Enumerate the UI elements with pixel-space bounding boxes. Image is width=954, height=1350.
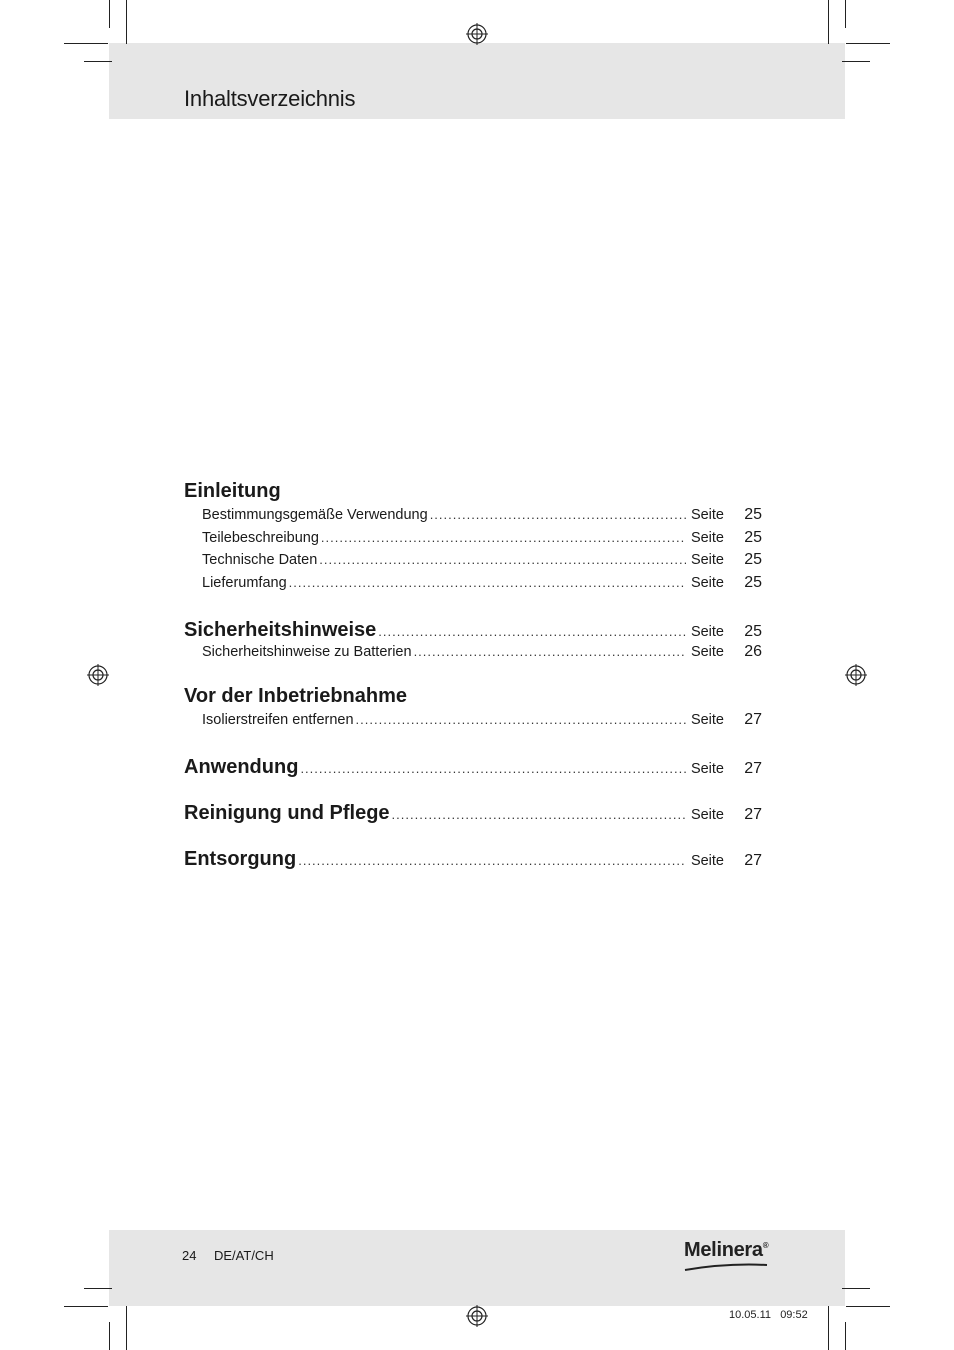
toc-seite-label: Seite bbox=[690, 623, 724, 640]
toc-section-anwendung[interactable] bbox=[184, 756, 762, 780]
toc-seite-label: Seite bbox=[690, 575, 724, 592]
page-title: Inhaltsverzeichnis bbox=[184, 86, 356, 111]
toc-leader-dots bbox=[321, 530, 686, 545]
brand-swoosh-icon bbox=[684, 1262, 768, 1272]
toc-leader-dots bbox=[356, 712, 686, 727]
crop-mark-icon bbox=[84, 1288, 112, 1289]
toc-section-title: Sicherheitshinweise bbox=[184, 618, 377, 641]
toc-entry[interactable] bbox=[184, 551, 762, 574]
toc-page-number: 27 bbox=[744, 711, 762, 729]
toc-section-title: Einleitung bbox=[184, 480, 281, 502]
toc-page-number: 25 bbox=[744, 574, 762, 592]
brand-logo bbox=[684, 1239, 768, 1262]
toc-section-entsorgung[interactable] bbox=[184, 848, 762, 872]
toc-leader-dots bbox=[430, 507, 686, 522]
toc-entry[interactable] bbox=[184, 529, 762, 552]
crop-mark-icon bbox=[846, 43, 890, 44]
toc-section-vor-der-inbetriebnahme[interactable] bbox=[184, 685, 762, 711]
toc-section-title: Reinigung und Pflege bbox=[184, 802, 390, 825]
toc-entry[interactable] bbox=[184, 506, 762, 529]
crop-mark-icon bbox=[845, 1322, 846, 1350]
toc-leader-dots bbox=[414, 644, 686, 659]
registration-mark-icon bbox=[87, 664, 109, 686]
table-of-contents bbox=[184, 480, 762, 872]
toc-seite-label: Seite bbox=[690, 643, 724, 660]
footer-country-codes: DE/AT/CH bbox=[214, 1248, 274, 1263]
toc-section-title: Entsorgung bbox=[184, 848, 297, 871]
print-date: 10.05.11 bbox=[729, 1309, 772, 1321]
registration-mark-icon bbox=[845, 664, 867, 686]
crop-mark-icon bbox=[126, 0, 127, 44]
crop-mark-icon bbox=[109, 1322, 110, 1350]
crop-mark-icon bbox=[126, 1306, 127, 1350]
crop-mark-icon bbox=[842, 61, 870, 62]
crop-mark-icon bbox=[828, 1306, 829, 1350]
toc-leader-dots bbox=[300, 761, 686, 776]
brand-name: Melinera bbox=[684, 1239, 763, 1261]
toc-page-number: 25 bbox=[744, 528, 762, 546]
toc-section-title: Anwendung bbox=[184, 756, 299, 779]
crop-mark-icon bbox=[64, 1306, 108, 1307]
toc-page-number: 27 bbox=[744, 806, 762, 824]
toc-entry[interactable] bbox=[184, 711, 762, 734]
toc-page-number: 27 bbox=[744, 760, 762, 778]
registration-mark-icon bbox=[466, 1305, 488, 1327]
toc-seite-label: Seite bbox=[690, 529, 724, 546]
crop-mark-icon bbox=[842, 1288, 870, 1289]
toc-section-reinigung-und-pflege[interactable] bbox=[184, 802, 762, 826]
toc-seite-label: Seite bbox=[690, 507, 724, 523]
brand-registered-mark: ® bbox=[762, 1241, 769, 1250]
crop-mark-icon bbox=[845, 0, 846, 28]
toc-entry-label: Technische Daten bbox=[202, 552, 318, 569]
toc-entry-label: Sicherheitshinweise zu Batterien bbox=[202, 643, 412, 660]
toc-page-number: 26 bbox=[744, 642, 762, 660]
toc-entry-label: Isolierstreifen entfernen bbox=[202, 712, 354, 729]
toc-page-number: 25 bbox=[744, 551, 762, 569]
toc-leader-dots bbox=[378, 624, 686, 639]
print-timestamp bbox=[729, 1309, 808, 1321]
toc-seite-label: Seite bbox=[690, 712, 724, 729]
toc-page-number: 25 bbox=[744, 622, 762, 640]
crop-mark-icon bbox=[84, 61, 112, 62]
toc-entry[interactable] bbox=[184, 574, 762, 597]
crop-mark-icon bbox=[846, 1306, 890, 1307]
crop-mark-icon bbox=[828, 0, 829, 44]
toc-entry-label: Bestimmungsgemäße Verwendung bbox=[202, 507, 428, 523]
toc-leader-dots bbox=[319, 552, 686, 567]
toc-seite-label: Seite bbox=[690, 853, 724, 870]
crop-mark-icon bbox=[109, 0, 110, 28]
toc-entry-label: Teilebeschreibung bbox=[202, 529, 319, 546]
toc-page-number: 27 bbox=[744, 852, 762, 870]
toc-leader-dots bbox=[392, 807, 686, 822]
toc-seite-label: Seite bbox=[690, 807, 724, 824]
crop-mark-icon bbox=[64, 43, 108, 44]
toc-section-title: Vor der Inbetriebnahme bbox=[184, 685, 408, 708]
toc-entry[interactable] bbox=[184, 643, 762, 666]
toc-seite-label: Seite bbox=[690, 552, 724, 569]
toc-leader-dots bbox=[298, 853, 686, 868]
toc-section-sicherheitshinweise[interactable] bbox=[184, 619, 762, 643]
toc-entry-label: Lieferumfang bbox=[202, 575, 287, 592]
print-time: 09:52 bbox=[780, 1309, 808, 1321]
toc-seite-label: Seite bbox=[690, 761, 724, 778]
toc-section-einleitung[interactable] bbox=[184, 480, 762, 506]
toc-page-number: 25 bbox=[744, 506, 762, 523]
toc-leader-dots bbox=[289, 575, 686, 590]
footer-page-number: 24 bbox=[182, 1248, 197, 1263]
registration-mark-icon bbox=[466, 23, 488, 45]
